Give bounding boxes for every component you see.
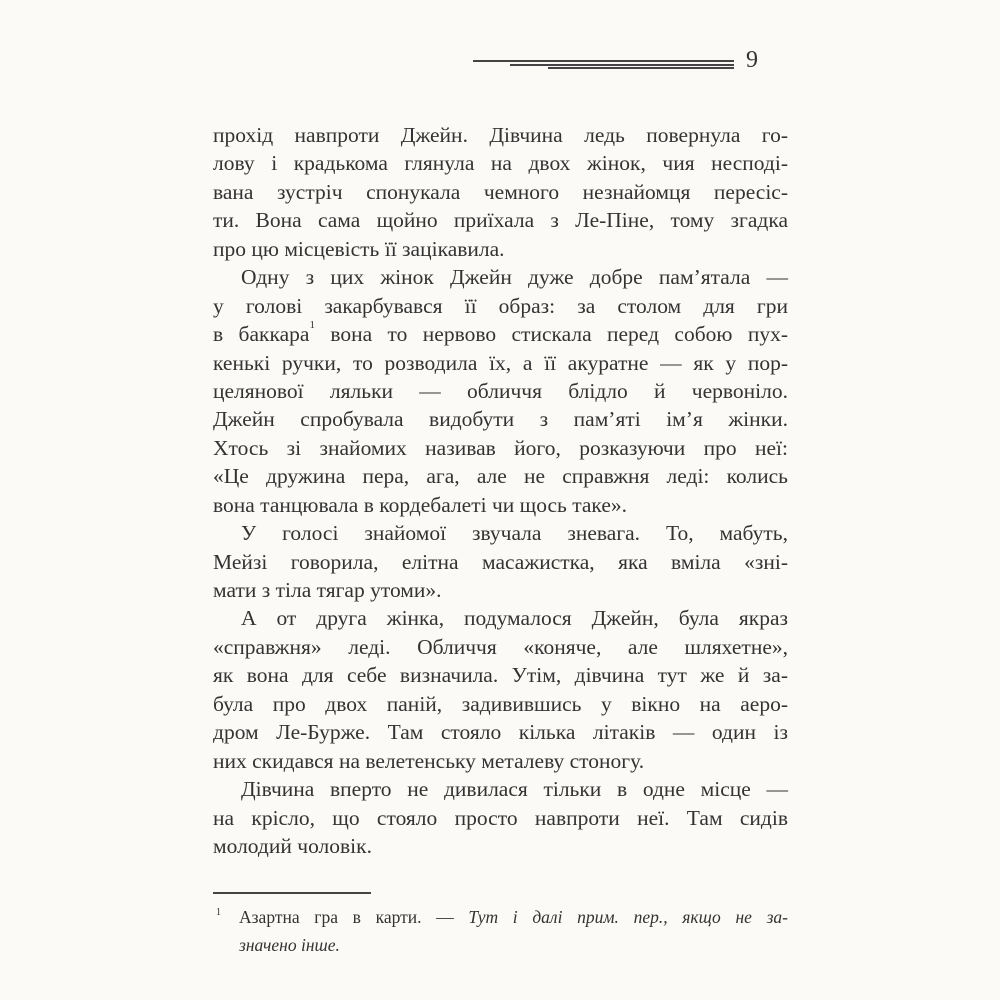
footnote-line [213, 903, 788, 931]
text-line: Мейзі говорила, елітна масажистка, яка вміла «зні- [213, 549, 788, 574]
text-line: Хтось зі знайомих називав його, розказуючи про неї: [213, 435, 788, 460]
footnote-marker: 1 [216, 907, 221, 918]
text-line: ти. Вона сама щойно приїхала з Ле-Піне, тому згадка [213, 208, 788, 233]
text-line: мати з тіла тягар утоми». [213, 578, 442, 602]
text-line: вана зустріч спонукала чемного незнайомця пересіс- [213, 179, 788, 204]
text-line: прохід навпроти Джейн. Дівчина ледь повернула го- [213, 123, 788, 147]
header-rule [510, 64, 734, 66]
text-line: вона танцювала в кордебалеті чи щось таке». [213, 492, 628, 517]
footnote-text: Азартна гра в карти. — [239, 907, 469, 927]
text-line: у голові закарбувався її образ: за столом для гри [213, 293, 788, 318]
text-line: них скидався на велетенську металеву стоногу. [213, 748, 645, 773]
text-line: кенькі ручки, то розводила їх, а її акуратне — як у пор- [213, 350, 788, 375]
text-line: Дівчина вперто не дивилася тільки в одне місце — [241, 777, 788, 802]
text-line: лову і крадькома глянула на двох жінок, чия несподі- [213, 151, 788, 176]
footnote [213, 903, 788, 959]
page-number: 9 [746, 47, 758, 73]
text-line: «Це дружина пера, ага, але не справжня леді: колись [213, 464, 788, 489]
footnoted-word: в баккара [213, 322, 310, 347]
text-fragment: вона то нервово стискала перед собою пух- [330, 322, 789, 347]
footnote-italic: Тут і далі прим. пер., якщо не за- [468, 907, 788, 927]
text-line: Одну з цих жінок Джейн дуже добре пам’ятала — [241, 265, 788, 290]
text-line: А от друга жінка, подумалося Джейн, була якраз [241, 606, 788, 631]
header-rule [473, 60, 734, 62]
footnote-separator [213, 892, 371, 894]
text-line: Джейн спробувала видобути з пам’яті ім’я жінки. [213, 407, 788, 432]
footnote-italic: значено інше. [239, 935, 340, 955]
body-text [213, 121, 788, 860]
header-rule [548, 67, 734, 69]
text-line: як вона для себе визначила. Утім, дівчина тут же й за- [213, 663, 788, 688]
text-line [213, 320, 788, 348]
text-line: дром Ле-Бурже. Там стояло кілька літаків — один із [213, 720, 788, 745]
text-line: про цю місцевість її зацікавила. [213, 236, 505, 261]
text-line: молодий чоловік. [213, 833, 372, 858]
text-line: на крісло, що стояло просто навпроти неї. Там сидів [213, 805, 788, 830]
text-line: «справжня» леді. Обличчя «коняче, але шляхетне», [213, 634, 788, 659]
footnote-reference[interactable]: 1 [309, 319, 315, 332]
text-line: У голосі знайомої звучала зневага. То, мабуть, [241, 521, 788, 546]
footnote-line [213, 931, 788, 959]
text-line: целянової ляльки — обличчя блідло й червоніло. [213, 378, 788, 403]
text-line: була про двох паній, задивившись у вікно на аеро- [213, 691, 788, 716]
